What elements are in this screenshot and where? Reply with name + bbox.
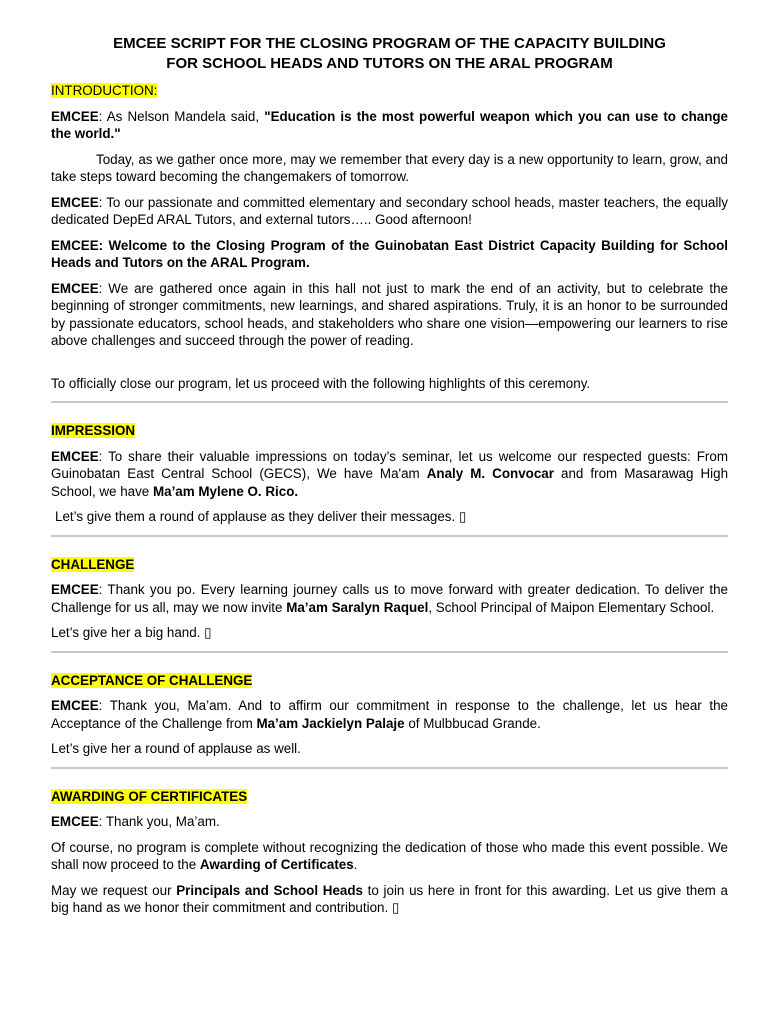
section-heading-introduction: INTRODUCTION: xyxy=(51,83,158,98)
acceptance-paragraph-2: Let’s give her a round of applause as well. xyxy=(51,741,301,756)
section-heading-challenge: CHALLENGE xyxy=(51,556,135,572)
awarding-paragraph-3: May we request our Principals and School Heads to join us here in front for this awarding. Let us give them a big hand as we honor their commitment and contribution. ▯ xyxy=(51,882,728,915)
intro-paragraph-4: EMCEE: Welcome to the Closing Program of the Guinobatan East District Capacity Building for School Heads and Tutors on the ARAL Program. xyxy=(51,237,728,270)
challenge-paragraph-2: Let’s give her a big hand. ▯ xyxy=(51,625,212,640)
challenge-paragraph-1: EMCEE: Thank you po. Every learning journey calls us to move forward with greater dedication. To deliver the Challenge for us all, may we now invite Ma’am Saralyn Raquel, School Principal of Maipon Elementary School. xyxy=(51,582,728,615)
section-heading-acceptance: ACCEPTANCE OF CHALLENGE xyxy=(51,672,253,688)
section-heading-awarding: AWARDING OF CERTIFICATES xyxy=(51,788,248,804)
awarding-paragraph-2: Of course, no program is complete without recognizing the dedication of those who made this event possible. We shall now proceed to the Awarding of Certificates. xyxy=(51,839,728,872)
spacer xyxy=(51,358,728,375)
mandela-quote: "Education is the most powerful weapon which you can use to change the world." xyxy=(51,108,728,141)
intro-paragraph-1: EMCEE: As Nelson Mandela said, "Education is the most powerful weapon which you can use to change the world." xyxy=(51,108,728,141)
intro-paragraph-5: EMCEE: We are gathered once again in this hall not just to mark the end of an activity, but to celebrate the beginning of stronger commitments, new learnings, and shared aspirations. Truly, it is an honor to be surrounded by passionate educators, school heads, and stakeholders who share one vision—empowering our learners to rise above challenges and succeed through the power of reading. xyxy=(51,280,728,348)
section-divider xyxy=(51,651,728,653)
document-title xyxy=(51,34,728,74)
intro-paragraph-3: EMCEE: To our passionate and committed elementary and secondary school heads, master teachers, the equally dedicated DepEd ARAL Tutors, and external tutors….. Good afternoon! xyxy=(51,194,728,227)
title-line-2: FOR SCHOOL HEADS AND TUTORS ON THE ARAL PROGRAM xyxy=(166,55,613,72)
intro-paragraph-2: Today, as we gather once more, may we remember that every day is a new opportunity to learn, grow, and take steps toward becoming the changemakers of tomorrow. xyxy=(51,151,728,184)
acceptance-paragraph-1: EMCEE: Thank you, Ma’am. And to affirm our commitment in response to the challenge, let us hear the Acceptance of the Challenge from Ma’am Jackielyn Palaje of Mulbbucad Grande. xyxy=(51,698,728,731)
document-content xyxy=(51,34,728,925)
intro-paragraph-6: To officially close our program, let us proceed with the following highlights of this ceremony. xyxy=(51,375,591,391)
section-divider xyxy=(51,535,728,537)
section-divider xyxy=(51,401,728,403)
impression-paragraph-2: Let’s give them a round of applause as they deliver their messages. ▯ xyxy=(55,509,467,524)
section-divider xyxy=(51,767,728,769)
impression-paragraph-1: EMCEE: To share their valuable impressions on today’s seminar, let us welcome our respected guests: From Guinobatan East Central School (GECS), We have Ma'am Analy M. Convocar and from Masarawag High School, we have Ma’am Mylene O. Rico. xyxy=(51,448,729,499)
title-line-1: EMCEE SCRIPT FOR THE CLOSING PROGRAM OF THE CAPACITY BUILDING xyxy=(113,35,666,52)
section-heading-impression: IMPRESSION xyxy=(51,423,136,438)
awarding-paragraph-1: EMCEE: Thank you, Ma’am. xyxy=(51,814,220,829)
